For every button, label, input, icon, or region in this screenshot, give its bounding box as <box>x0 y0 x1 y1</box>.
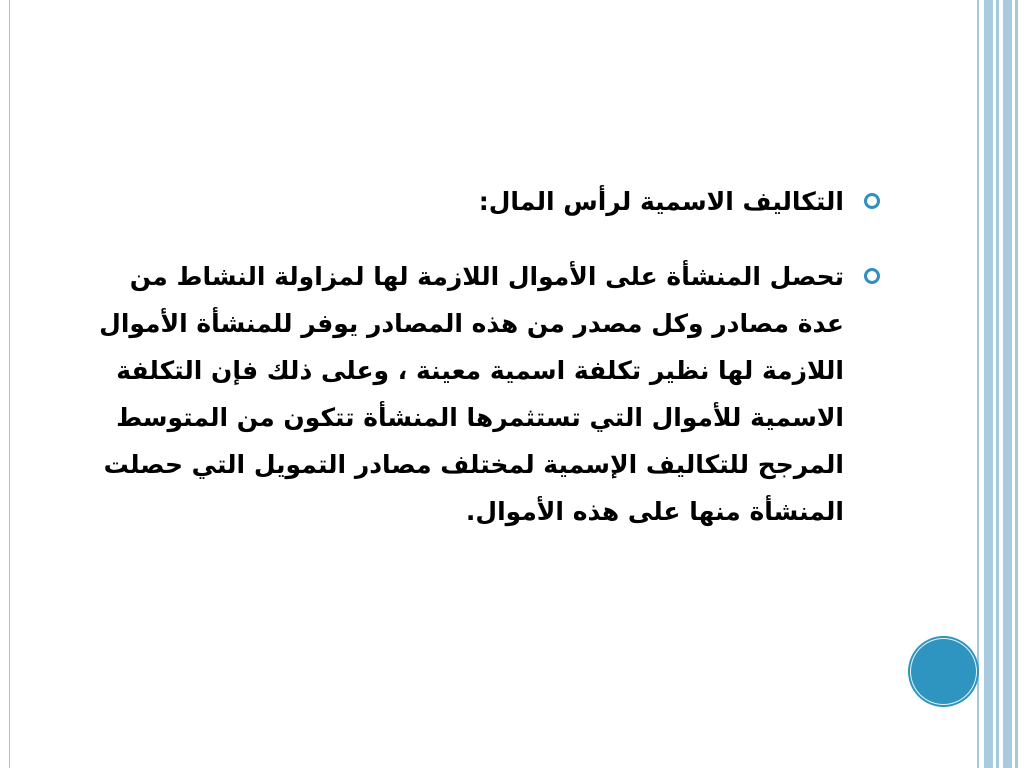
bullet-item-paragraph <box>74 253 874 535</box>
decorative-circle <box>911 639 976 704</box>
hollow-circle-bullet-icon <box>864 268 880 284</box>
bullet-heading-text: التكاليف الاسمية لرأس المال: <box>478 187 844 216</box>
left-frame-line <box>9 0 10 768</box>
bullet-item-heading <box>74 178 874 225</box>
bullet-paragraph-text: تحصل المنشأة على الأموال اللازمة لها لمزاولة النشاط من عدة مصادر وكل مصدر من هذه المصادر يوفر للمنشأة الأموال اللازمة لها نظير تكلفة اسمية معينة ، وعلى ذلك فإن التكلفة الاسمية للأموال التي تستثمرها المنشأة تتكون من المتوسط المرجح للتكاليف الإسمية لمختلف مصادر التمويل التي حصلت المنشأة منها على هذه الأموال. <box>99 262 844 526</box>
hollow-circle-bullet-icon <box>864 193 880 209</box>
slide-content <box>74 178 874 535</box>
